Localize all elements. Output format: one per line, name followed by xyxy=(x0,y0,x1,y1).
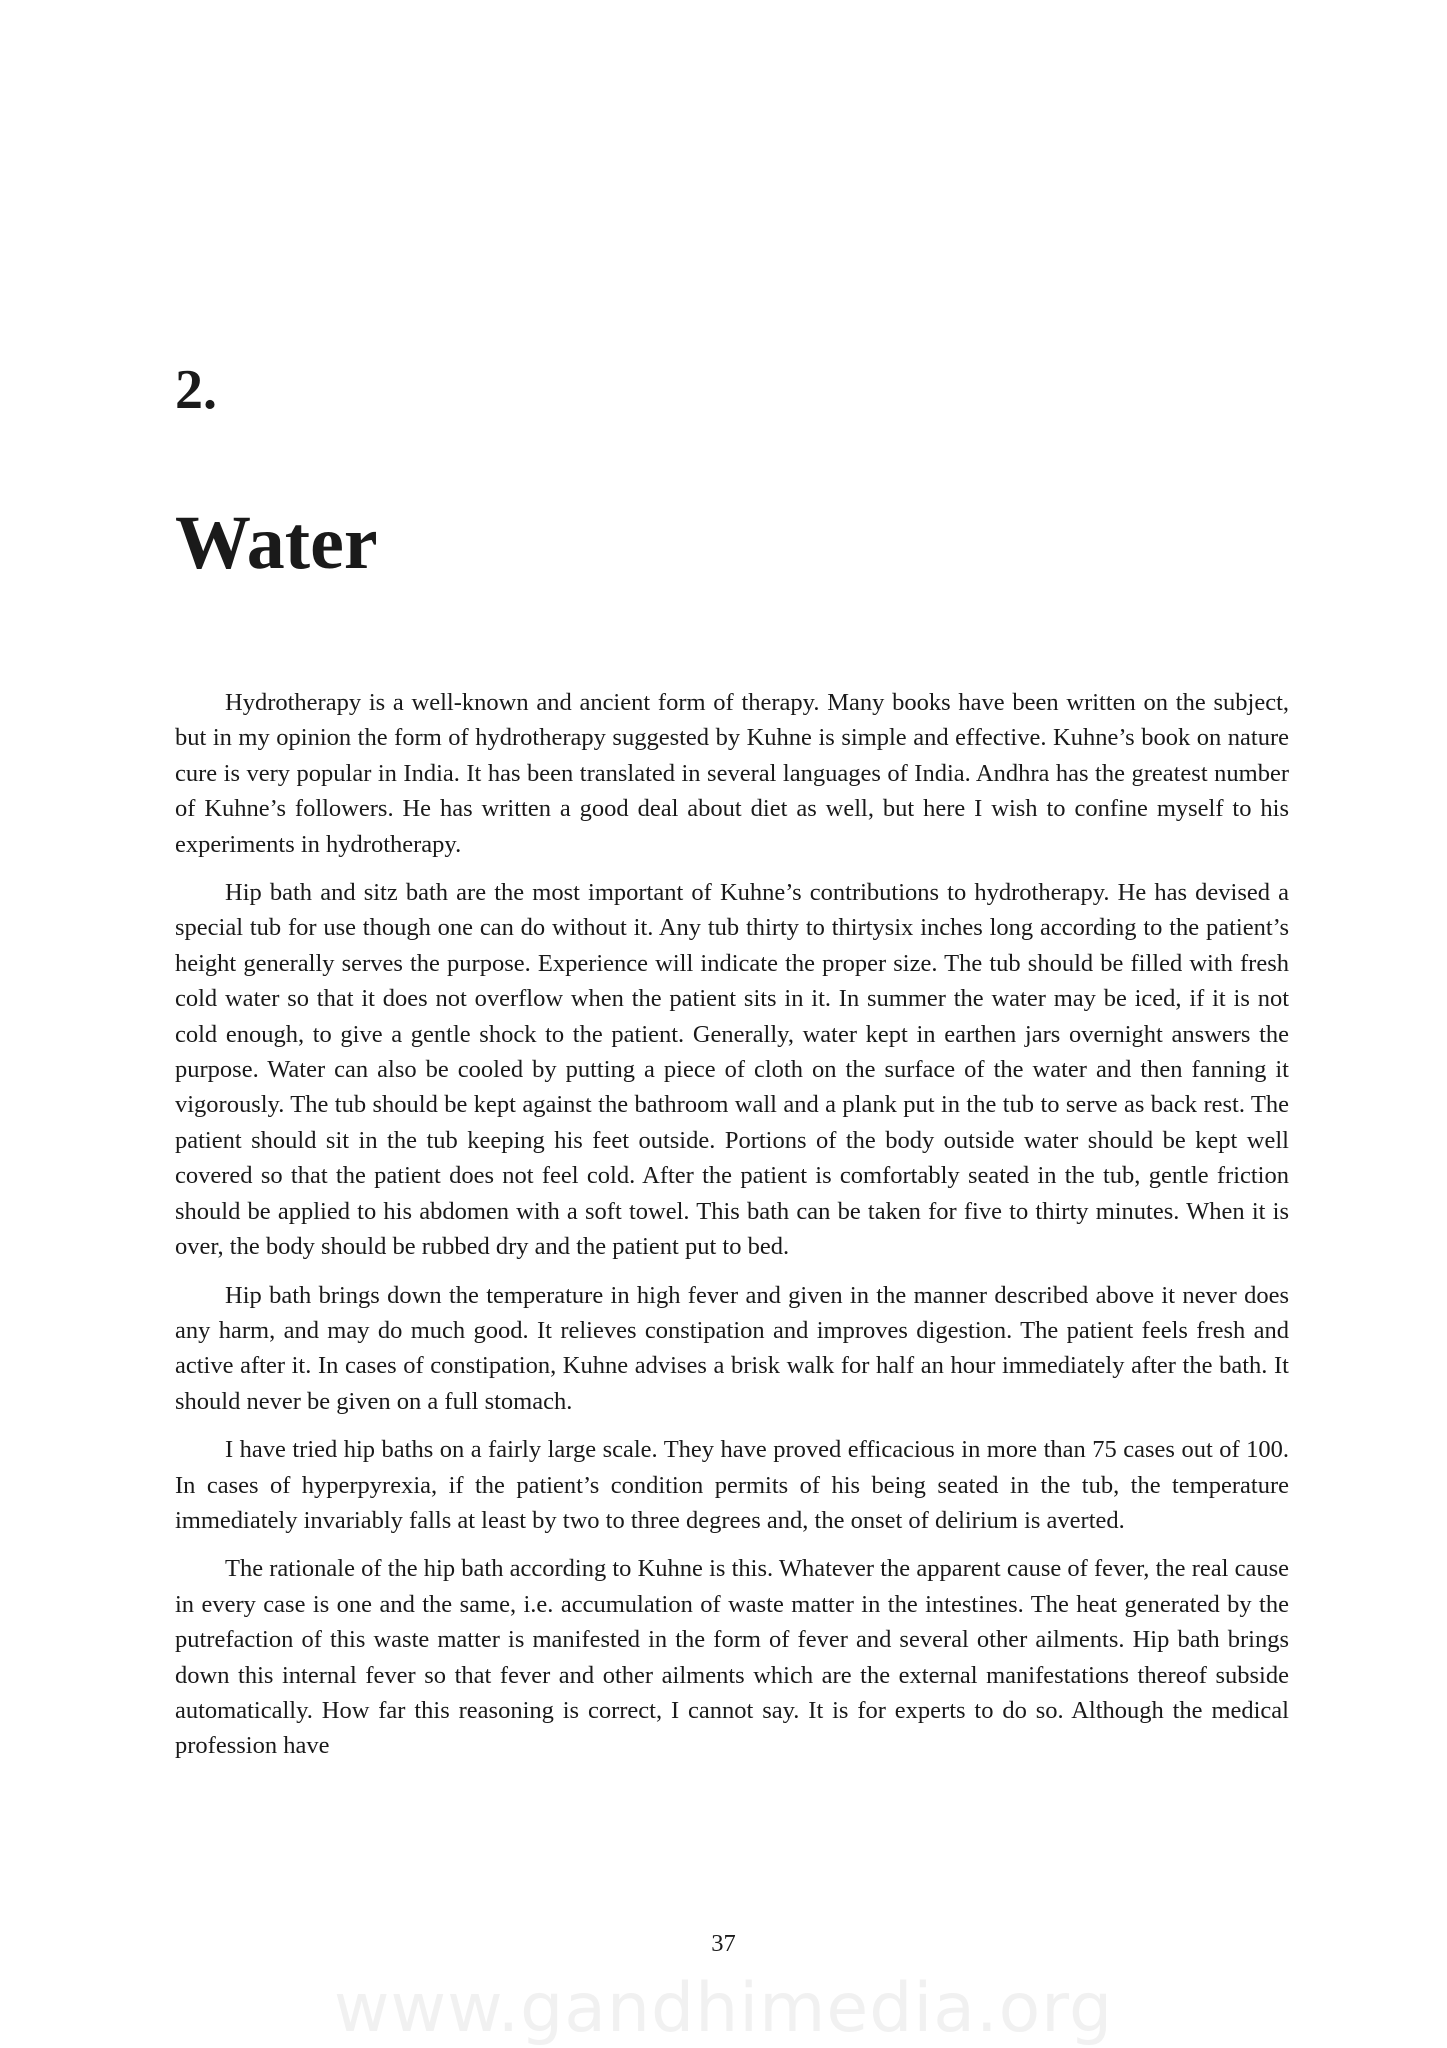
paragraph-2: Hip bath and sitz bath are the most important of Kuhne’s contributions to hydrotherapy. He has devised a special tub for use though one can do without it. Any tub thirty to thirtysix inches long according to the patient’s height generally serves the purpose. Experience will indicate the proper size. The tub should be filled with fresh cold water so that it does not overflow when the patient sits in it. In summer the water may be iced, if it is not cold enough, to give a gentle shock to the patient. Generally, water kept in earthen jars overnight answers the purpose. Water can also be cooled by putting a piece of cloth on the surface of the water and then fanning it vigorously. The tub should be kept against the bathroom wall and a plank put in the tub to serve as back rest. The patient should sit in the tub keeping his feet outside. Portions of the body outside water should be kept well covered so that the patient does not feel cold. After the patient is comfortably seated in the tub, gentle friction should be applied to his abdomen with a soft towel. This bath can be taken for five to thirty minutes. When it is over, the body should be rubbed dry and the patient put to bed. xyxy=(175,879,1289,1261)
body-text xyxy=(175,685,1289,1777)
paragraph-5: The rationale of the hip bath according to Kuhne is this. Whatever the apparent cause of fever, the real cause in every case is one and the same, i.e. accumulation of waste matter in the intestines. The heat generated by the putrefaction of this waste matter is manifested in the form of fever and several other ailments. Hip bath brings down this internal fever so that fever and other ailments which are the external manifestations thereof subside automatically. How far this reasoning is correct, I cannot say. It is for experts to do so. Although the medical profession have xyxy=(175,1555,1289,1760)
paragraph-3: Hip bath brings down the temperature in high fever and given in the manner described above it never does any harm, and may do much good. It relieves constipation and improves digestion. The patient feels fresh and active after it. In cases of constipation, Kuhne advises a brisk walk for half an hour immediately after the bath. It should never be given on a full stomach. xyxy=(175,1281,1289,1415)
paragraph-1: Hydrotherapy is a well-known and ancient form of therapy. Many books have been written on the subject, but in my opinion the form of hydrotherapy suggested by Kuhne is simple and effective. Kuhne’s book on nature cure is very popular in India. It has been translated in several languages of India. Andhra has the greatest number of Kuhne’s followers. He has written a good deal about diet as well, but here I wish to confine myself to his experiments in hydrotherapy. xyxy=(175,689,1289,858)
chapter-number: 2. xyxy=(175,359,217,421)
chapter-title: Water xyxy=(175,501,378,585)
watermark: www.gandhimedia.org xyxy=(333,1969,1114,2048)
paragraph-4: I have tried hip baths on a fairly large scale. They have proved efficacious in more than 75 cases out of 100. In cases of hyperpyrexia, if the patient’s condition permits of his being seated in the tub, the temperature immediately invariably falls at least by two to three degrees and, the onset of delirium is averted. xyxy=(175,1436,1289,1534)
page-number: 37 xyxy=(711,1930,736,1957)
